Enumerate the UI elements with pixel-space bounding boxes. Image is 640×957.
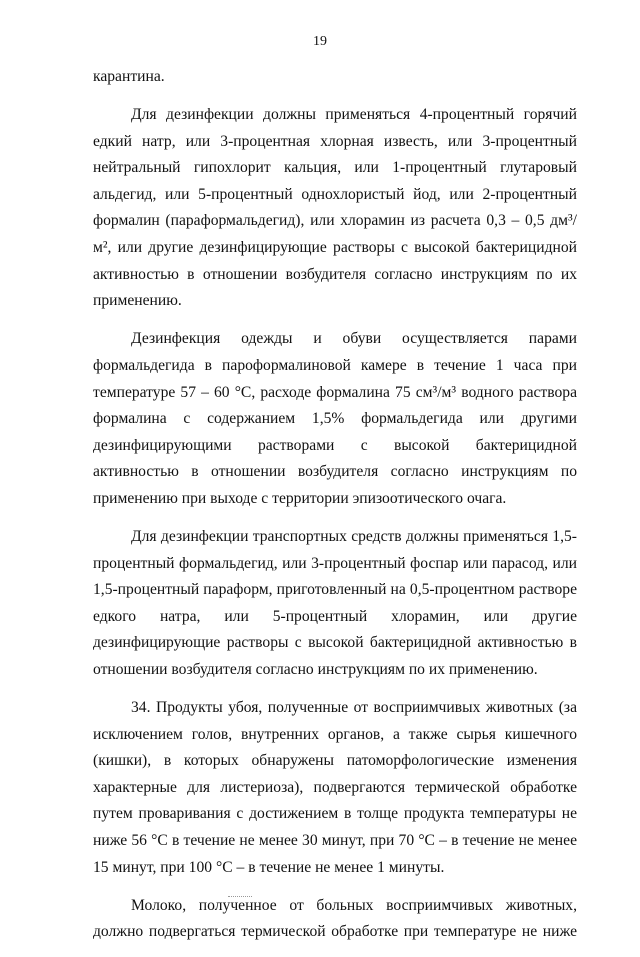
page-number: 19 (313, 34, 327, 49)
paragraph-item-34-slaughter-products: 34. Продукты убоя, полученные от восприимчивых животных (за исключением голов, внутренних органов, а также сырья кишечного (кишки), в которых обнаружены патоморфологические изменения характерные для листериоза), подвергаются термической обработке путем проваривания с достижением в толще продукта температуры не ниже 56 °С в течение не менее 30 минут, при 70 °С – в течение не менее 15 минут, при 100 °С – в течение не менее 1 минуты. (93, 699, 577, 876)
paragraph-continuation: карантина. (93, 68, 165, 85)
paragraph-milk-processing: Молоко, полученное от больных восприимчивых животных, должно подвергаться термической обработке при температуре не ниже (93, 896, 577, 941)
scan-artifact-mark (228, 896, 252, 899)
document-body (93, 64, 577, 957)
paragraph-clothing-disinfection: Дезинфекция одежды и обуви осуществляется парами формальдегида в пароформалиновой камере в течение 1 часа при температуре 57 – 60 °С, расходе формалина 75 см³/м³ водного раствора формалина с содержанием 1,5% формальдегида или другими дезинфицирующими растворами с высокой бактерицидной активностью в отношении возбудителя согласно инструкциям по применению при выходе с территории эпизоотического очага. (93, 330, 577, 507)
paragraph-disinfection-agents: Для дезинфекции должны применяться 4-процентный горячий едкий натр, или 3-процентная хлорная известь, или 3-процентный нейтральный гипохлорит кальция, или 1-процентный глутаровый альдегид, или 5-процентный однохлористый йод, или 2-процентный формалин (параформальдегид), или хлорамин из расчета 0,3 – 0,5 дм³/м², или другие дезинфицирующие растворы с высокой бактерицидной активностью в отношении возбудителя согласно инструкциям по их применению. (93, 106, 577, 310)
paragraph-vehicle-disinfection: Для дезинфекции транспортных средств должны применяться 1,5-процентный формальдегид, или 3-процентный фоспар или парасод, или 1,5-процентный параформ, приготовленный на 0,5-процентном растворе едкого натра, или 5-процентный хлорамин, или другие дезинфицирующие растворы с высокой бактерицидной активностью в отношении возбудителя согласно инструкциям по их применению. (93, 528, 577, 678)
